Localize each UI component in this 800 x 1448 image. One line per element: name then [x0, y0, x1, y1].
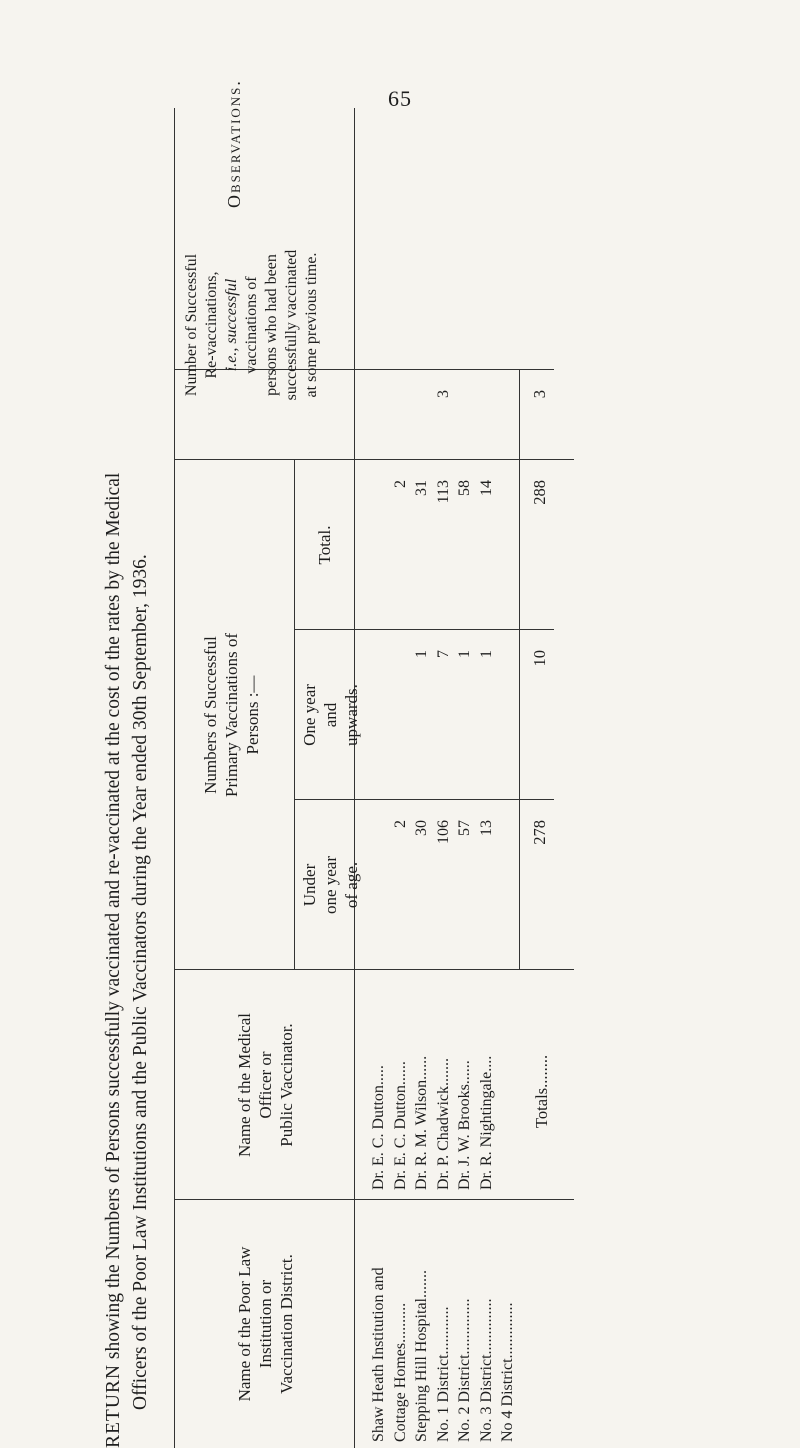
header-under-one-year: Under one year of age.: [300, 855, 361, 915]
title-line-1: [100, 108, 127, 1448]
institution-cell: Stepping Hill Hospital.......: [413, 1270, 430, 1442]
title-line-1-text: showing the Numbers of Persons successfully vaccinated and re-vaccinated at the cost of the rates by the Medical: [103, 472, 124, 1360]
institution-cell: Cottage Homes..........: [391, 1302, 409, 1442]
one-year-upwards-column: [368, 650, 497, 800]
table-top-rule: [174, 108, 175, 1448]
one-year-up-cell: 1: [456, 650, 473, 658]
title-line-2: Officers of the Poor Law Institutions and the Public Vaccinators during the Year ended 30th September, 1936.: [130, 554, 151, 1410]
totals-label: Totals........: [532, 1054, 551, 1128]
officer-column: [368, 975, 519, 1190]
revaccinations-column: [368, 390, 497, 460]
total-column: [368, 480, 497, 630]
under-one-cell: 106: [434, 820, 452, 844]
primary-group-divider-rule: [294, 460, 295, 970]
officer-cell: Dr. E. C. Dutton......: [391, 1061, 409, 1190]
revacc-cell: [390, 390, 412, 460]
officer-cell: Dr. J. W. Brooks......: [456, 1060, 473, 1190]
return-table: [174, 79, 574, 1448]
grand-total: 288: [530, 480, 549, 505]
one-year-up-cell: [390, 650, 412, 800]
revacc-cell: [454, 390, 476, 460]
revacc-cell: [368, 390, 390, 460]
total-cell: 2: [391, 480, 409, 488]
under-one-cell: 57: [456, 820, 473, 836]
under-one-cell: 2: [391, 820, 409, 828]
header-one-year-upwards: One year and upwards.: [300, 684, 361, 746]
institution-cell: No. 3 District..............: [477, 1298, 495, 1442]
header-total: Total.: [315, 525, 334, 565]
title-return-word: RETURN: [103, 1364, 124, 1448]
totals-rule: [519, 370, 520, 970]
document-title: [100, 108, 158, 1448]
one-year-up-cell: [368, 650, 390, 800]
institution-cell: No. 1 District............: [434, 1306, 452, 1442]
officer-cell: Dr. P. Chadwick.......: [434, 1058, 452, 1190]
total-cell: 14: [477, 480, 495, 496]
page-number: 65: [388, 86, 412, 111]
institution-column: [368, 1202, 519, 1442]
officer-cell: Dr. R. M. Wilson......: [413, 1055, 430, 1190]
header-primary-group: Numbers of Successful Primary Vaccinations of Persons :—: [201, 633, 262, 797]
one-year-up-cell: 7: [434, 650, 452, 658]
officer-cell: [497, 975, 519, 1190]
header-officer: Name of the Medical Officer or Public Vaccinator.: [235, 1013, 296, 1157]
revacc-cell: 3: [434, 390, 452, 398]
under-one-cell: 30: [413, 820, 430, 836]
under-one-year-column: [368, 820, 497, 970]
revacc-cell: [476, 390, 498, 460]
under-one-cell: [368, 820, 390, 970]
total-revaccinations: 3: [530, 390, 549, 399]
header-observations: Observations.: [224, 79, 244, 208]
officer-cell: Dr. E. C. Dutton.....: [370, 1065, 387, 1190]
header-revaccinations: Number of Successful Re-vaccinations, i.e., successful vaccinations of persons who had been successfully vaccinated at some previous time.: [183, 249, 320, 401]
total-cell: [368, 480, 390, 630]
one-year-up-cell: 1: [477, 650, 495, 658]
rotated-return-table: [100, 79, 580, 1448]
total-cell: 58: [456, 480, 473, 496]
revacc-cell: [411, 390, 433, 460]
institution-cell: No 4 District..............: [499, 1302, 516, 1442]
total-cell: 113: [434, 480, 452, 504]
header-institution: Name of the Poor Law Institution or Vaccination District.: [235, 1246, 296, 1402]
total-under-one-year: 278: [530, 820, 549, 845]
total-cell: 31: [413, 480, 430, 496]
institution-cell: Shaw Heath Institution and: [370, 1267, 387, 1442]
institution-cell: No. 2 District..............: [456, 1298, 473, 1442]
one-year-up-cell: 1: [413, 650, 430, 658]
under-one-cell: 13: [477, 820, 495, 836]
total-one-year-upwards: 10: [530, 650, 549, 667]
officer-cell: Dr. R. Nightingale....: [477, 1055, 495, 1190]
